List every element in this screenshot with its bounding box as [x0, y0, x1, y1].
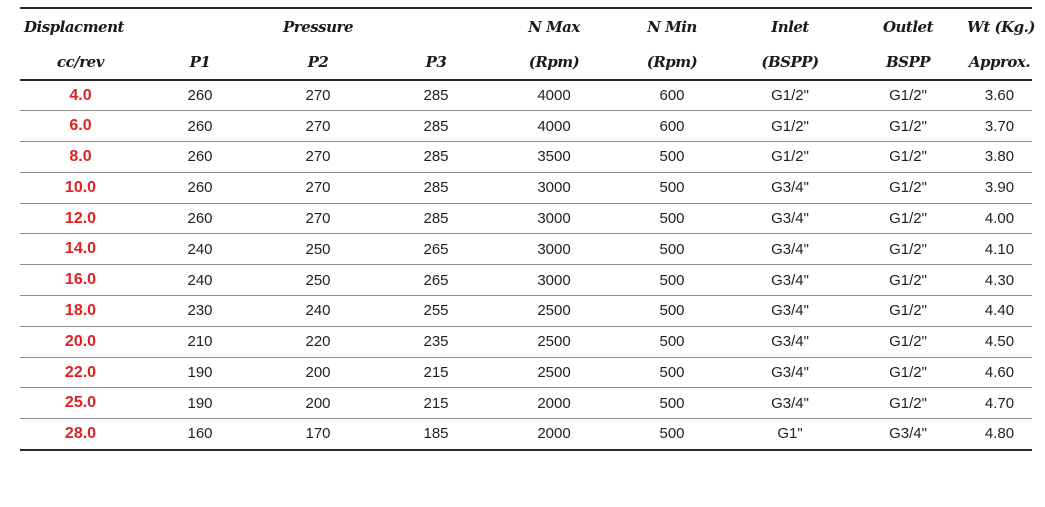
- outlet-cell: G1/2": [889, 364, 927, 382]
- inlet-cell: G3/4": [771, 210, 809, 228]
- nmin-cell: 600: [659, 117, 685, 135]
- p3-cell: 265: [423, 271, 449, 289]
- header-displacement: Displacment: [24, 18, 124, 36]
- nmin-cell: 500: [659, 302, 685, 320]
- outlet-cell: G1/2": [889, 302, 927, 320]
- table-row: [20, 80, 1032, 111]
- header-pressure: Pressure: [283, 18, 353, 36]
- header-outlet-unit: BSPP: [885, 53, 931, 71]
- pump-spec-table: [20, 7, 1035, 451]
- p2-cell: 220: [305, 333, 331, 351]
- header-row-2: [20, 45, 1032, 80]
- nmax-cell: 3000: [537, 210, 571, 228]
- displacement-cell: 22.0: [64, 363, 97, 381]
- outlet-cell: G1/2": [889, 87, 927, 105]
- header-nmax: N Max: [528, 18, 580, 36]
- p2-cell: 200: [305, 394, 331, 412]
- header-weight-unit: Approx.: [968, 53, 1031, 71]
- displacement-cell: 16.0: [64, 271, 97, 289]
- weight-cell: 3.80: [984, 148, 1015, 166]
- p3-cell: 215: [423, 364, 449, 382]
- p1-cell: 240: [187, 240, 213, 258]
- nmin-cell: 500: [659, 210, 685, 228]
- nmax-cell: 2000: [537, 425, 571, 443]
- nmax-cell: 2500: [537, 333, 571, 351]
- nmin-cell: 500: [659, 148, 685, 166]
- nmax-cell: 2500: [537, 364, 571, 382]
- p3-cell: 285: [423, 148, 449, 166]
- p2-cell: 250: [305, 240, 331, 258]
- table-row: [20, 172, 1032, 203]
- nmin-cell: 500: [659, 271, 685, 289]
- outlet-cell: G1/2": [889, 148, 927, 166]
- header-weight: Wt (Kg.): [967, 18, 1035, 36]
- p3-cell: 285: [423, 87, 449, 105]
- nmax-cell: 2500: [537, 302, 571, 320]
- outlet-cell: G1/2": [889, 271, 927, 289]
- weight-cell: 4.00: [984, 210, 1015, 228]
- inlet-cell: G3/4": [771, 364, 809, 382]
- header-inlet-unit: (BSPP): [761, 53, 819, 71]
- table-body: [20, 80, 1032, 450]
- header-inlet: Inlet: [771, 18, 809, 36]
- p3-cell: 255: [423, 302, 449, 320]
- inlet-cell: G3/4": [771, 271, 809, 289]
- p2-cell: 200: [305, 364, 331, 382]
- table-row: [20, 203, 1032, 234]
- header-p2: P2: [307, 53, 329, 71]
- outlet-cell: G1/2": [889, 179, 927, 197]
- outlet-cell: G1/2": [889, 333, 927, 351]
- displacement-cell: 25.0: [64, 394, 97, 412]
- p1-cell: 260: [187, 117, 213, 135]
- displacement-cell: 12.0: [64, 209, 97, 227]
- table-row: [20, 419, 1032, 450]
- nmax-cell: 3500: [537, 148, 571, 166]
- p2-cell: 240: [305, 302, 331, 320]
- p1-cell: 160: [187, 425, 213, 443]
- weight-cell: 4.80: [984, 425, 1015, 443]
- nmin-cell: 500: [659, 394, 685, 412]
- nmax-cell: 3000: [537, 271, 571, 289]
- weight-cell: 4.40: [984, 302, 1015, 320]
- header-nmax-unit: (Rpm): [528, 53, 580, 71]
- header-p3: P3: [425, 53, 447, 71]
- inlet-cell: G1": [777, 425, 803, 443]
- displacement-cell: 18.0: [64, 301, 97, 319]
- p1-cell: 260: [187, 87, 213, 105]
- table-row: [20, 388, 1032, 419]
- inlet-cell: G1/2": [771, 148, 809, 166]
- nmax-cell: 3000: [537, 179, 571, 197]
- table-row: [20, 265, 1032, 296]
- table-row: [20, 234, 1032, 265]
- p1-cell: 210: [187, 333, 213, 351]
- header-p1: P1: [189, 53, 211, 71]
- p3-cell: 235: [423, 333, 449, 351]
- header-unit-ccrev: cc/rev: [57, 53, 104, 71]
- p1-cell: 190: [187, 364, 213, 382]
- table-row: [20, 326, 1032, 357]
- weight-cell: 4.10: [984, 240, 1015, 258]
- table-header: [20, 8, 1035, 80]
- p2-cell: 270: [305, 117, 331, 135]
- table-row: [20, 111, 1032, 142]
- spec-table-container: [20, 7, 1035, 451]
- table-row: [20, 142, 1032, 173]
- p1-cell: 230: [187, 302, 213, 320]
- p3-cell: 215: [423, 394, 449, 412]
- nmax-cell: 3000: [537, 240, 571, 258]
- p2-cell: 250: [305, 271, 331, 289]
- header-nmin: N Min: [647, 18, 697, 36]
- displacement-cell: 10.0: [64, 178, 97, 196]
- p1-cell: 260: [187, 148, 213, 166]
- displacement-cell: 4.0: [69, 86, 92, 104]
- displacement-cell: 8.0: [69, 147, 92, 165]
- p2-cell: 270: [305, 148, 331, 166]
- weight-cell: 4.30: [984, 271, 1015, 289]
- p3-cell: 265: [423, 240, 449, 258]
- weight-cell: 3.60: [984, 87, 1015, 105]
- p1-cell: 260: [187, 179, 213, 197]
- outlet-cell: G1/2": [889, 240, 927, 258]
- p1-cell: 240: [187, 271, 213, 289]
- weight-cell: 3.70: [984, 117, 1015, 135]
- p3-cell: 185: [423, 425, 449, 443]
- displacement-cell: 28.0: [64, 424, 97, 442]
- weight-cell: 4.70: [984, 394, 1015, 412]
- p2-cell: 270: [305, 179, 331, 197]
- outlet-cell: G3/4": [889, 425, 927, 443]
- inlet-cell: G3/4": [771, 302, 809, 320]
- nmin-cell: 500: [659, 179, 685, 197]
- weight-cell: 3.90: [984, 179, 1015, 197]
- p1-cell: 190: [187, 394, 213, 412]
- nmin-cell: 500: [659, 333, 685, 351]
- displacement-cell: 14.0: [64, 240, 97, 258]
- p3-cell: 285: [423, 179, 449, 197]
- header-nmin-unit: (Rpm): [646, 53, 698, 71]
- outlet-cell: G1/2": [889, 394, 927, 412]
- p3-cell: 285: [423, 210, 449, 228]
- nmin-cell: 500: [659, 240, 685, 258]
- header-empty: [141, 8, 259, 45]
- nmin-cell: 600: [659, 87, 685, 105]
- nmax-cell: 4000: [537, 87, 571, 105]
- displacement-cell: 6.0: [69, 117, 92, 135]
- table-row: [20, 357, 1032, 388]
- p2-cell: 270: [305, 87, 331, 105]
- inlet-cell: G3/4": [771, 333, 809, 351]
- inlet-cell: G3/4": [771, 394, 809, 412]
- nmax-cell: 2000: [537, 394, 571, 412]
- outlet-cell: G1/2": [889, 117, 927, 135]
- nmin-cell: 500: [659, 425, 685, 443]
- p2-cell: 270: [305, 210, 331, 228]
- weight-cell: 4.60: [984, 364, 1015, 382]
- p2-cell: 170: [305, 425, 331, 443]
- inlet-cell: G3/4": [771, 240, 809, 258]
- p1-cell: 260: [187, 210, 213, 228]
- displacement-cell: 20.0: [64, 332, 97, 350]
- header-empty: [377, 8, 495, 45]
- inlet-cell: G3/4": [771, 179, 809, 197]
- table-row: [20, 296, 1032, 327]
- weight-cell: 4.50: [984, 333, 1015, 351]
- header-outlet: Outlet: [882, 18, 934, 36]
- header-row-1: [20, 8, 1032, 45]
- nmin-cell: 500: [659, 364, 685, 382]
- inlet-cell: G1/2": [771, 87, 809, 105]
- nmax-cell: 4000: [537, 117, 571, 135]
- p3-cell: 285: [423, 117, 449, 135]
- outlet-cell: G1/2": [889, 210, 927, 228]
- inlet-cell: G1/2": [771, 117, 809, 135]
